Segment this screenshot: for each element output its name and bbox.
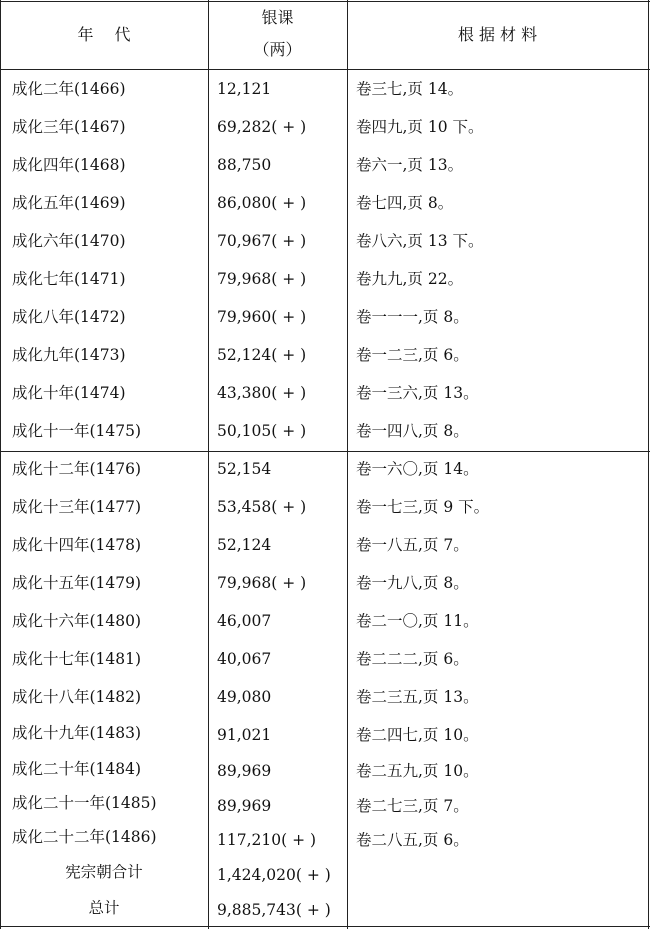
year-cell: 成化十五年(1479) [12,574,142,592]
year-cell: 成化六年(1470) [12,232,126,250]
total-silver: 9,885,743( + ) [217,901,331,919]
year-cell: 成化二年(1466) [12,80,126,98]
silver-cell: 40,067 [217,650,272,668]
source-cell: 卷一四八,页 8。 [356,422,469,440]
year-cell: 成化十四年(1478) [12,536,142,554]
silver-cell: 46,007 [217,612,272,630]
source-cell: 卷一三六,页 13。 [356,384,479,402]
year-cell: 成化五年(1469) [12,194,126,212]
year-cell: 成化九年(1473) [12,346,126,364]
header-divider [0,69,650,70]
silver-cell: 91,021 [217,726,272,744]
table-border-top [0,1,650,2]
silver-cell: 49,080 [217,688,272,706]
silver-cell: 43,380( + ) [217,384,307,402]
source-cell: 卷二七三,页 7。 [356,797,469,815]
silver-cell: 89,969 [217,797,272,815]
silver-cell: 70,967( + ) [217,232,307,250]
table-border-left [0,0,1,929]
source-cell: 卷二二二,页 6。 [356,650,469,668]
silver-cell: 79,968( + ) [217,574,307,592]
source-cell: 卷一一一,页 8。 [356,308,469,326]
source-cell: 卷四九,页 10 下。 [356,118,484,136]
source-cell: 卷二四七,页 10。 [356,726,479,744]
silver-cell: 79,968( + ) [217,270,307,288]
year-cell: 成化二十年(1484) [12,760,142,778]
year-cell: 成化二十二年(1486) [12,828,157,846]
source-cell: 卷一二三,页 6。 [356,346,469,364]
silver-cell: 52,124 [217,536,272,554]
source-cell: 卷二一〇,页 11。 [356,612,479,630]
header-silver: 银课 [261,8,294,27]
total-silver: 1,424,020( + ) [217,866,331,884]
silver-cell: 53,458( + ) [217,498,307,516]
source-cell: 卷八六,页 13 下。 [356,232,484,250]
source-cell: 卷三七,页 14。 [356,80,464,98]
silver-cell: 79,960( + ) [217,308,307,326]
section-divider [0,451,650,452]
silver-cell: 12,121 [217,80,272,98]
source-cell: 卷七四,页 8。 [356,194,454,212]
year-cell: 成化十七年(1481) [12,650,142,668]
year-cell: 成化十六年(1480) [12,612,142,630]
year-cell: 成化十二年(1476) [12,460,142,478]
year-cell: 成化二十一年(1485) [12,794,157,812]
source-cell: 卷二五九,页 10。 [356,762,479,780]
year-cell: 成化十年(1474) [12,384,126,402]
silver-cell: 89,969 [217,762,272,780]
source-cell: 卷一七三,页 9 下。 [356,498,490,516]
table-border-bottom [0,926,650,927]
source-cell: 卷六一,页 13。 [356,156,464,174]
silver-cell: 52,124( + ) [217,346,307,364]
column-divider-2 [347,0,348,929]
total-label: 宪宗朝合计 [65,863,143,881]
source-cell: 卷一六〇,页 14。 [356,460,479,478]
header-source: 根 据 材 料 [457,25,538,44]
column-divider-1 [208,0,209,929]
source-cell: 卷九九,页 22。 [356,270,464,288]
silver-cell: 52,154 [217,460,272,478]
header-year: 年 代 [77,25,131,44]
year-cell: 成化十八年(1482) [12,688,142,706]
year-cell: 成化十一年(1475) [12,422,142,440]
silver-cell: 50,105( + ) [217,422,307,440]
total-label: 总计 [88,899,120,917]
header-silver-unit: （两） [253,40,302,59]
silver-cell: 86,080( + ) [217,194,307,212]
silver-cell: 117,210( + ) [217,831,317,849]
source-cell: 卷一八五,页 7。 [356,536,469,554]
year-cell: 成化四年(1468) [12,156,126,174]
year-cell: 成化八年(1472) [12,308,126,326]
year-cell: 成化十三年(1477) [12,498,142,516]
source-cell: 卷一九八,页 8。 [356,574,469,592]
silver-cell: 69,282( + ) [217,118,307,136]
silver-cell: 88,750 [217,156,272,174]
source-cell: 卷二三五,页 13。 [356,688,479,706]
year-cell: 成化三年(1467) [12,118,126,136]
source-cell: 卷二八五,页 6。 [356,831,469,849]
year-cell: 成化七年(1471) [12,270,126,288]
year-cell: 成化十九年(1483) [12,724,142,742]
table-border-right [648,0,649,929]
